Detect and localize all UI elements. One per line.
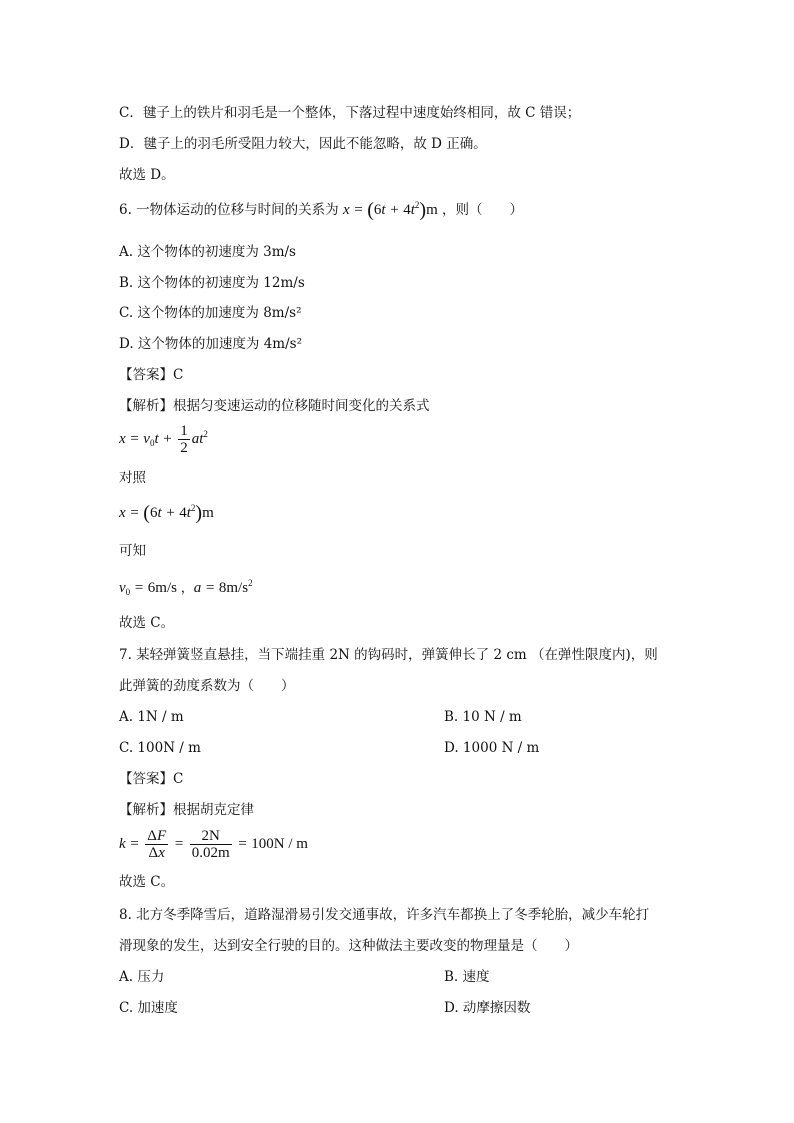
q6-stem: [119, 201, 523, 219]
q6-option-a: A. 这个物体的初速度为 3m/s: [119, 244, 296, 260]
q8-option-a: A. 压力: [119, 969, 165, 985]
q6-choose: 故选 C。: [119, 615, 175, 631]
q8-stem-line2: 滑现象的发生，达到安全行驶的目的。这种做法主要改变的物理量是（ ）: [119, 938, 578, 954]
q6-formula-general: $x = v_0t$ + $\frac{1}{2}$ $at^2$: [119, 423, 208, 457]
q7-option-a: A. 1N / m: [119, 709, 184, 725]
q8-stem-line1: 8. 北方冬季降雪后，道路湿滑易引发交通事故，许多汽车都换上了冬季轮胎，减少车轮打: [119, 907, 650, 923]
q5-option-c-explanation: C．毽子上的铁片和羽毛是一个整体，下落过程中速度始终相同，故 C 错误；: [119, 105, 581, 121]
q6-stem-before: 6. 一物体运动的位移与时间的关系为: [119, 202, 339, 218]
q7-choose: 故选 C。: [119, 874, 175, 890]
q6-compare: 对照: [119, 470, 146, 486]
q7-option-b: B. 10 N / m: [444, 709, 522, 725]
q6-stem-after: ，则（ ）: [442, 202, 524, 218]
q8-option-d: D. 动摩擦因数: [444, 1000, 531, 1016]
q6-analysis-text: 根据匀变速运动的位移随时间变化的关系式: [173, 398, 430, 414]
q6-result: $v_0 = 6m/s$ ，$a = 8m/s^2$: [119, 578, 253, 597]
q6-analysis: [119, 397, 430, 415]
q7-stem-line1: 7. 某轻弹簧竖直悬挂，当下端挂重 2N 的钩码时，弹簧伸长了 2 cm （在弹性限度内)，则: [119, 647, 658, 663]
q7-analysis-text: 根据胡克定律: [173, 802, 254, 818]
q8-option-c: C. 加速度: [119, 1000, 178, 1016]
q7-analysis-tag: 【解析】: [119, 802, 173, 818]
q6-option-b: B. 这个物体的初速度为 12m/s: [119, 275, 305, 291]
q8-option-b: B. 速度: [444, 969, 490, 985]
q7-formula: k = $\frac{\Delta F}{\Delta x}$ = $\frac{2N}{0.02m}$ = 100N / m: [119, 828, 308, 862]
q7-answer: 【答案】C: [119, 771, 184, 787]
q7-option-d: D. 1000 N / m: [444, 740, 540, 756]
q7-stem-line2: 此弹簧的劲度系数为（ ）: [119, 678, 295, 694]
q7-option-c: C. 100N / m: [119, 740, 201, 756]
q5-option-d-explanation: D．毽子上的羽毛所受阻力较大，因此不能忽略，故 D 正确。: [119, 136, 487, 152]
q5-choose: 故选 D。: [119, 167, 175, 183]
q6-formula-specific: $x = (6t + 4t^2)m$: [119, 502, 214, 524]
q6-option-d: D. 这个物体的加速度为 4m/s²: [119, 336, 302, 352]
q6-analysis-tag: 【解析】: [119, 398, 173, 414]
q6-know: 可知: [119, 543, 146, 559]
q6-option-c: C. 这个物体的加速度为 8m/s²: [119, 305, 302, 321]
q7-analysis: [119, 801, 254, 819]
q6-stem-equation: $x = (6t + 4t^2)m$: [342, 199, 438, 221]
q6-answer: 【答案】C: [119, 367, 184, 383]
